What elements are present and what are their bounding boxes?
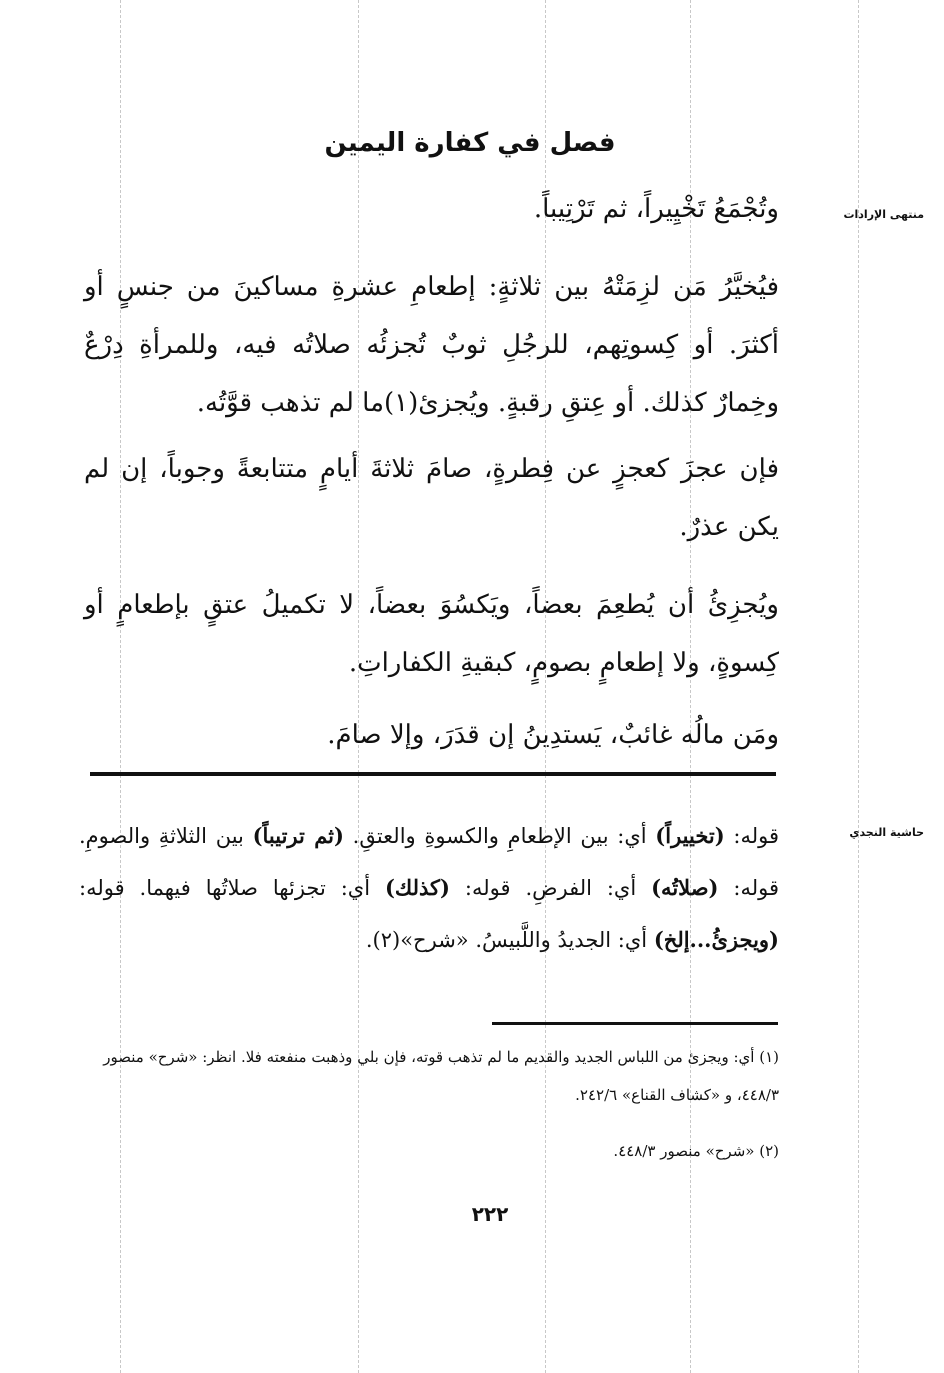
matn-paragraph: ومَن مالُه غائبٌ، يَستدِينُ إن قدَرَ، وإلا صامَ.: [327, 720, 779, 750]
side-label-hashia: حاشية النجدي: [849, 826, 924, 839]
guide-line: [858, 0, 859, 1373]
hashia-keyword: (كذلك): [385, 875, 450, 900]
footnote: (١) أي: ويجزئ من اللباس الجديد والقديم ما لم تذهب قوته، فإن بلي وذهبت منفعته فلا. انظر: «شرح» منصور ٤٤٨/٣، و «كشاف القناع» ٢٤٢/٦.: [103, 1048, 779, 1104]
matn-paragraph: ويُجزِئُ أن يُطعِمَ بعضاً، ويَكسُوَ بعضاً، لا تكميلُ عتقٍ بإطعامٍ أو كِسوةٍ، ولا إطعامٍ بصومٍ، كبقيةِ الكفاراتِ.: [84, 590, 779, 678]
matn-paragraph: وتُجْمَعُ تَخْيِيراً، ثم تَرْتِيباً.: [533, 194, 779, 224]
hashia-keyword: (ثم ترتيباً): [252, 823, 344, 848]
hashia-text: أي: الجديدُ واللَّبيسُ. «شرح»(٢).: [365, 928, 654, 952]
footnote-divider: [492, 1022, 778, 1025]
hashia-text: أي: تجزئها صلاتُها فيهما. قوله:: [79, 876, 385, 900]
hashia-keyword: (ويجزئُ...إلخ): [653, 927, 779, 952]
hashia-text: قوله:: [724, 824, 779, 848]
hashia-text: أي: بين الإطعامِ والكسوةِ والعتقِ.: [343, 824, 656, 848]
page-number: ٢٢٢: [471, 1202, 509, 1226]
page-title: فصل في كفارة اليمين: [324, 128, 616, 158]
section-divider: [90, 772, 776, 776]
hashia-keyword: (صلاتُه): [651, 875, 719, 900]
matn-paragraph: فيُخيَّرُ مَن لزِمَتْهُ بين ثلاثةٍ: إطعامِ عشرةِ مساكينَ من جنسٍ أو أكثرَ. أو كِسوتِهم، للرجُلِ ثوبٌ تُجزئُه صلاتُه فيه، وللمرأةِ دِرْعٌ وخِمارٌ كذلك. أو عِتقِ رقبةٍ. ويُجزئ(١)ما لم تذهب قوَّتُه.: [84, 272, 779, 418]
hashia-text: أي: الفرضِ. قوله:: [450, 876, 652, 900]
hashia-keyword: (تخييراً): [655, 823, 725, 848]
hashia-paragraph: [79, 810, 779, 966]
side-label-muntaha: منتهى الإرادات: [843, 208, 924, 221]
matn-paragraph: فإن عجزَ كعجزٍ عن فِطرةٍ، صامَ ثلاثةَ أيامٍ متتابعةً وجوباً، إن لم يكن عذرٌ.: [84, 454, 779, 542]
footnote: (٢) «شرح» منصور ٤٤٨/٣.: [613, 1142, 779, 1160]
hashia-text: بين الثلاثةِ والصومِ. قوله:: [79, 824, 779, 900]
